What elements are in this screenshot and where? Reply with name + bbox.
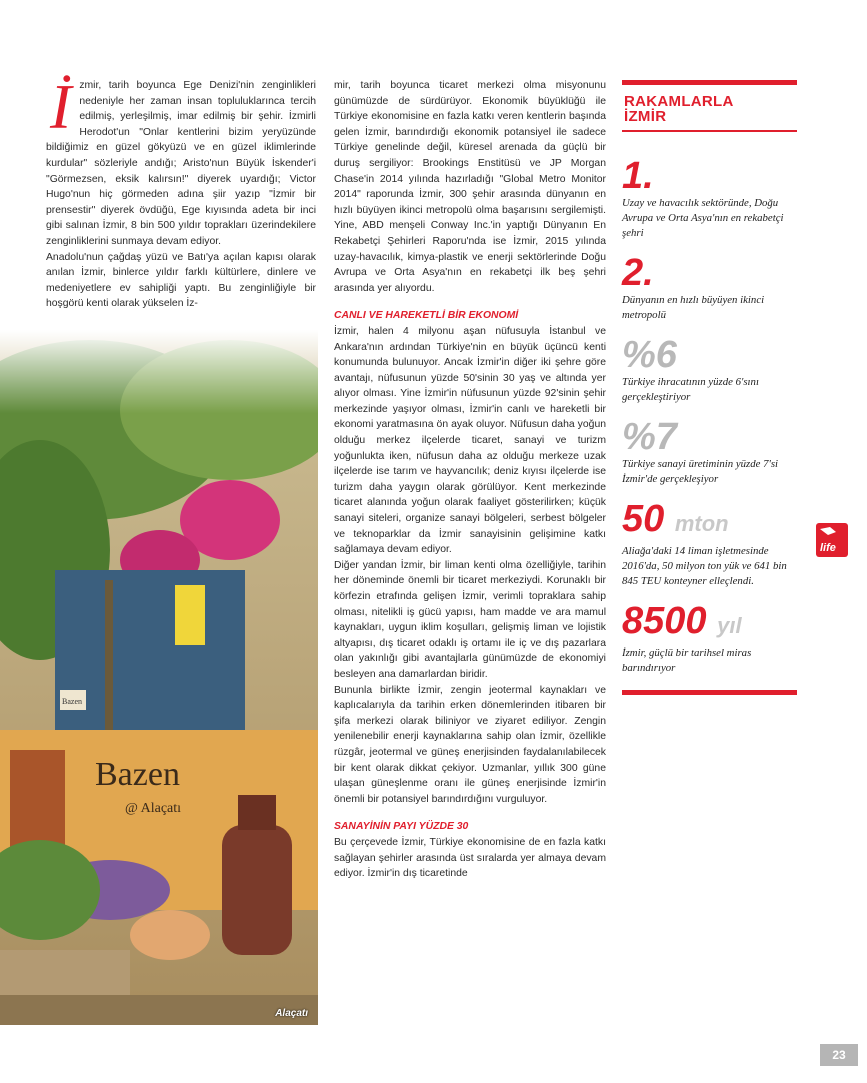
stat-item — [622, 335, 797, 405]
stat-number: %6 — [622, 334, 677, 376]
stats-sidebar — [622, 80, 797, 695]
life-logo-icon — [816, 523, 848, 557]
paragraph: Anadolu'nun çağdaş yüzü ve Batı'ya açılan kapısı olarak anılan İzmir, binlerce yıldır farklı kültürlere, dinlere ve medeniyetlere ev sahipliği yaptı. Bu zenginliğiyle bir hoşgörü kenti olarak yükselen İz- — [46, 251, 316, 310]
alacati-photo — [0, 330, 318, 1025]
article-column-1 — [46, 71, 316, 312]
stat-number: %7 — [622, 416, 677, 458]
sidebar-divider — [622, 130, 797, 132]
stat-description: Türkiye sanayi üretiminin yüzde 7'si İzmir'de gerçekleşiyor — [622, 458, 779, 485]
photo-illustration — [0, 330, 318, 1025]
paragraph: mir, tarih boyunca ticaret merkezi olma misyonunu günümüzde de sürdürüyor. Ekonomik büyüklüğü ile Türkiye ekonomisine en fazla katkı veren kentlerin başında gelen İzmir, barındırdığı ekonomik potansiyel ile sadece Türkiye genelinde değil, küresel arenada da güçlü bir duruş sergiliyor: Brookings Enstitüsü ve JP Morgan Chase'in 2014 yılında hazırladığı "Global Metro Monitor 2014" raporunda İzmir, 300 şehir arasında dünyanın en hızlı büyüyen ikinci metropolü olma başarısını sergilemişti. Yine, ABD menşeli Conway Inc.'in yaptığı Dünyanın En Rekabetçi Şehirleri Raporu'nda ise İzmir, 2015 yılında uzay-havacılık, kimya-plastik ve enerji sektörlerinde Doğu Avrupa ve Orta Asya'nın en rekabetçi ilk beş şehri arasında yer alıyordu. — [334, 80, 606, 294]
sidebar-top-bar — [622, 80, 797, 85]
life-magazine-tab — [816, 523, 848, 557]
paragraph: Diğer yandan İzmir, bir liman kenti olma özelliğiyle, tarihin her döneminde önemli bir ticaret merkeziydi. Korunaklı bir körfezin etrafında gelişen İzmir, verimli topraklara sahip olması, nitelikli iş gücü yapısı, ham madde ve ara mamul kaynakları, uygun iklim koşulları, gelişmiş liman ve lojistik altyapısı, dış ticaret odaklı iş ortamı ile iç ve dış pazarlara olan yakınlığı gibi avantajlarla günümüzde de ekonomiyi besleyen ana damarlardan biridir. — [334, 559, 606, 680]
stat-item — [622, 601, 797, 676]
stat-description: Türkiye ihracatının yüzde 6'sını gerçekleştiriyor — [622, 376, 759, 403]
sidebar-title-line-2: İZMİR — [624, 108, 667, 125]
paragraph: zmir, tarih boyunca Ege Denizi'nin zenginlikleri nedeniyle her zaman insan topluluklarınca tercih edilmiş, yerleşilmiş, imar edilmiş bir şehir. İzmirli Herodot'un "Onlar kentlerini bizim yeryüzünde bildiğimiz en güzel gökyüzü ve en güzel iklimlerinde kurdular" sözleriyle andığı; Aristo'nun Büyük İskender'i "Görmezsen, eksik kalırsın!" diyerek uyardığı; Victor Hugo'nun hiç görmeden adına şiir yazıp "İzmir bir prensestir" diyerek övdüğü, Ege kıyısında adeta bir inci gibi salınan İzmir, 8 bin 500 yıldır toprakları üzerindekilere zenginliklerini sunmaya devam ediyor. — [46, 80, 316, 247]
sidebar-title-line-1: RAKAMLARLA — [624, 93, 734, 110]
stat-unit: mton — [674, 511, 729, 536]
stat-item — [622, 499, 797, 589]
subheading: SANAYİNİN PAYI YÜZDE 30 — [334, 821, 469, 833]
stat-number: 8500 — [622, 600, 707, 642]
stat-number: 50 — [622, 498, 665, 540]
stat-number: 1. — [622, 155, 654, 197]
paragraph: İzmir, halen 4 milyonu aşan nüfusuyla İstanbul ve Ankara'nın ardından Türkiye'nin en büyük üçüncü kenti konumunda bulunuyor. Ancak İzmir'in diğer iki şehre göre avantajı, nüfusunun yüzde 50'sinin 30 yaş ve altında yer alıyor olması. Yine İzmir'in nüfusunun yüzde 92'sinin şehir merkezinde yaşıyor olması, İzmir'in canlı ve hareketli bir ekonomi yaratmasına ön ayak oluyor. Nüfusun daha yoğun olduğu merkez ilçelerde ticaret, sanayi ve turizm yoğunlukta iken, nüfusun daha az olduğu merkeze uzak ilçelerde ise tarım ve hayvancılık; deniz kıyısı ilçelerde ise turizm daha yaygın olarak görülüyor. Kent merkezinde ticaret alanında yoğun olarak faaliyet gösterilirken; küçük sanayi siteleri, organize sanayi bölgeleri, serbest bölgeler ve teknoparklar da İzmir sanayisinin gelişimine katkı sağlamaya devam ediyor. — [334, 325, 606, 556]
stat-description: Aliağa'daki 14 liman işletmesinde 2016'da, 50 milyon ton yük ve 641 bin 845 TEU konteyner elleçlendi. — [622, 545, 787, 587]
sidebar-bottom-bar — [622, 690, 797, 695]
drop-cap: İ — [50, 71, 72, 142]
article-column-2 — [334, 78, 606, 882]
stat-item — [622, 253, 797, 323]
stat-number-row — [622, 499, 797, 544]
stat-description: İzmir, güçlü bir tarihsel miras barındırıyor — [622, 647, 752, 674]
stat-number-row — [622, 601, 797, 646]
stat-item — [622, 417, 797, 487]
photo-caption: Alaçatı — [275, 1008, 308, 1019]
paragraph: Bununla birlikte İzmir, zengin jeotermal kaynakları ve kaplıcalarıyla da tarihin erken dönemlerinden itibaren bir şifa merkezi olarak biliniyor ve ziyaret ediliyor. Zengin yenilenebilir enerji kaynaklarına sahip olan İzmir, özellikle rüzgâr, jeotermal ve güneş enerjisinden faydalanılabilecek bir kent olarak dikkat çekiyor. Uzmanlar, yıllık 300 güne ulaşan güneşlenme oranı ile güneş enerjisinde İzmir'in önemli bir potansiyel barındırdığını vurguluyor. — [334, 684, 606, 805]
stat-description: Uzay ve havacılık sektöründe, Doğu Avrupa ve Orta Asya'nın en rekabetçi şehri — [622, 197, 784, 239]
stat-number: 2. — [622, 252, 654, 294]
stat-item — [622, 156, 797, 241]
stat-unit: yıl — [717, 613, 742, 638]
subheading: CANLI VE HAREKETLİ BİR EKONOMİ — [334, 310, 519, 322]
sidebar-title — [624, 94, 797, 124]
life-tab-label: life — [820, 542, 836, 554]
page-number: 23 — [820, 1044, 858, 1066]
paragraph: Bu çerçevede İzmir, Türkiye ekonomisine de en fazla katkı sağlayan şehirler arasında üst sıralarda yer almaya devam ediyor. İzmir'in dış ticaretinde — [334, 836, 606, 880]
stat-description: Dünyanın en hızlı büyüyen ikinci metropolü — [622, 294, 765, 321]
